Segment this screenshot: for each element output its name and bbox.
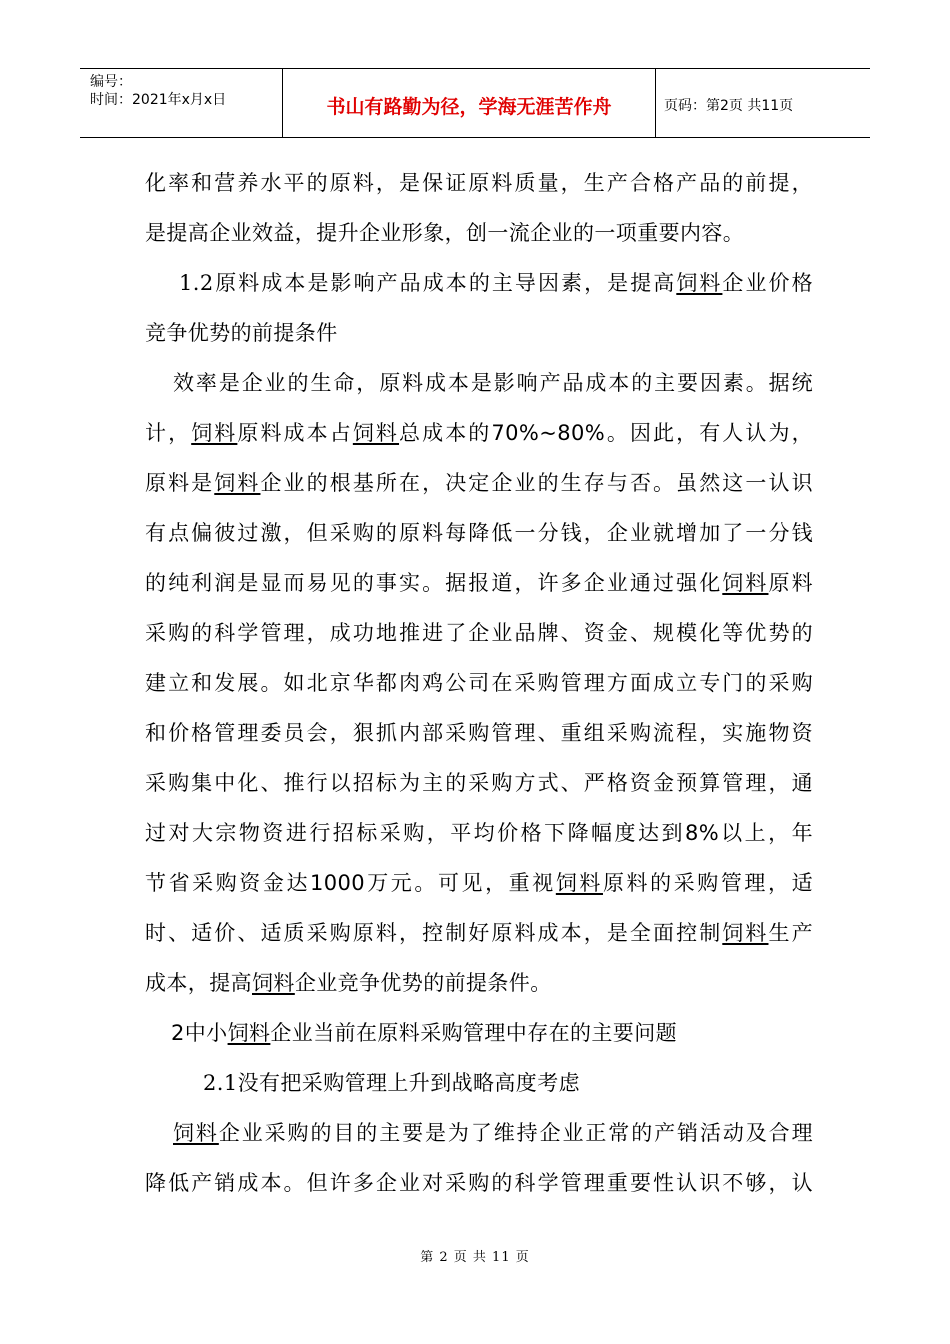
header-motto: 书山有路勤为径，学海无涯苦作舟: [282, 69, 656, 137]
text-line: 节省采购资金达1000万元。可见，重视饲料原料的采购管理，适: [145, 871, 813, 895]
text-line: 计，饲料原料成本占饲料总成本的70%~80%。因此，有人认为，: [145, 421, 813, 445]
text-line: 采购集中化、推行以招标为主的采购方式、严格资金预算管理，通: [145, 771, 813, 795]
doc-time-label: 时间：2021年x月x日: [90, 92, 227, 108]
link-feed: 饲料: [227, 1021, 271, 1045]
text-line: 的纯利润是显而易见的事实。据报道，许多企业通过强化饲料原料: [145, 571, 813, 595]
link-feed: 饲料: [676, 271, 723, 295]
header-page-info: 页码：第2页 共11页: [664, 98, 794, 114]
text-line: 竞争优势的前提条件: [145, 321, 338, 345]
text-line: 成本，提高饲料企业竞争优势的前提条件。: [145, 971, 552, 995]
text-line: 和价格管理委员会，狠抓内部采购管理、重组采购流程，实施物资: [145, 721, 813, 745]
text-line: 是提高企业效益，提升企业形象，创一流企业的一项重要内容。: [145, 221, 745, 245]
link-feed: 饲料: [352, 421, 400, 445]
paragraph-start: 饲料企业采购的目的主要是为了维持企业正常的产销活动及合理: [173, 1121, 813, 1145]
text-line: 化率和营养水平的原料，是保证原料质量，生产合格产品的前提，: [145, 171, 813, 195]
text-line: 原料是饲料企业的根基所在，决定企业的生存与否。虽然这一认识: [145, 471, 813, 495]
text-line: 过对大宗物资进行招标采购，平均价格下降幅度达到8%以上，年: [145, 821, 813, 845]
section-heading-2: 2中小饲料企业当前在原料采购管理中存在的主要问题: [171, 1021, 677, 1045]
section-heading-1-2: 1.2原料成本是影响产品成本的主导因素，是提高饲料企业价格: [179, 271, 813, 295]
header-meta: [80, 69, 282, 137]
link-feed: 饲料: [214, 471, 261, 495]
document-body: [145, 158, 813, 1208]
paragraph-start: 效率是企业的生命，原料成本是影响产品成本的主要因素。据统: [173, 371, 813, 395]
link-feed: 饲料: [252, 971, 295, 995]
text-line: 降低产销成本。但许多企业对采购的科学管理重要性认识不够，认: [145, 1171, 813, 1195]
text-line: 有点偏彼过激，但采购的原料每降低一分钱，企业就增加了一分钱: [145, 521, 813, 545]
doc-code-label: 编号：: [90, 74, 132, 90]
text-line: 时、适价、适质采购原料，控制好原料成本，是全面控制饲料生产: [145, 921, 813, 945]
link-feed: 饲料: [555, 871, 603, 895]
text-line: 采购的科学管理，成功地推进了企业品牌、资金、规模化等优势的: [145, 621, 813, 645]
link-feed: 饲料: [191, 421, 238, 445]
page-header: [80, 68, 870, 138]
page-footer: 第 2 页 共 11 页: [420, 1250, 530, 1265]
link-feed: 饲料: [173, 1121, 219, 1145]
text-line: 建立和发展。如北京华都肉鸡公司在采购管理方面成立专门的采购: [145, 671, 813, 695]
link-feed: 饲料: [722, 921, 769, 945]
link-feed: 饲料: [722, 571, 769, 595]
section-heading-2-1: 2.1没有把采购管理上升到战略高度考虑: [203, 1071, 580, 1095]
